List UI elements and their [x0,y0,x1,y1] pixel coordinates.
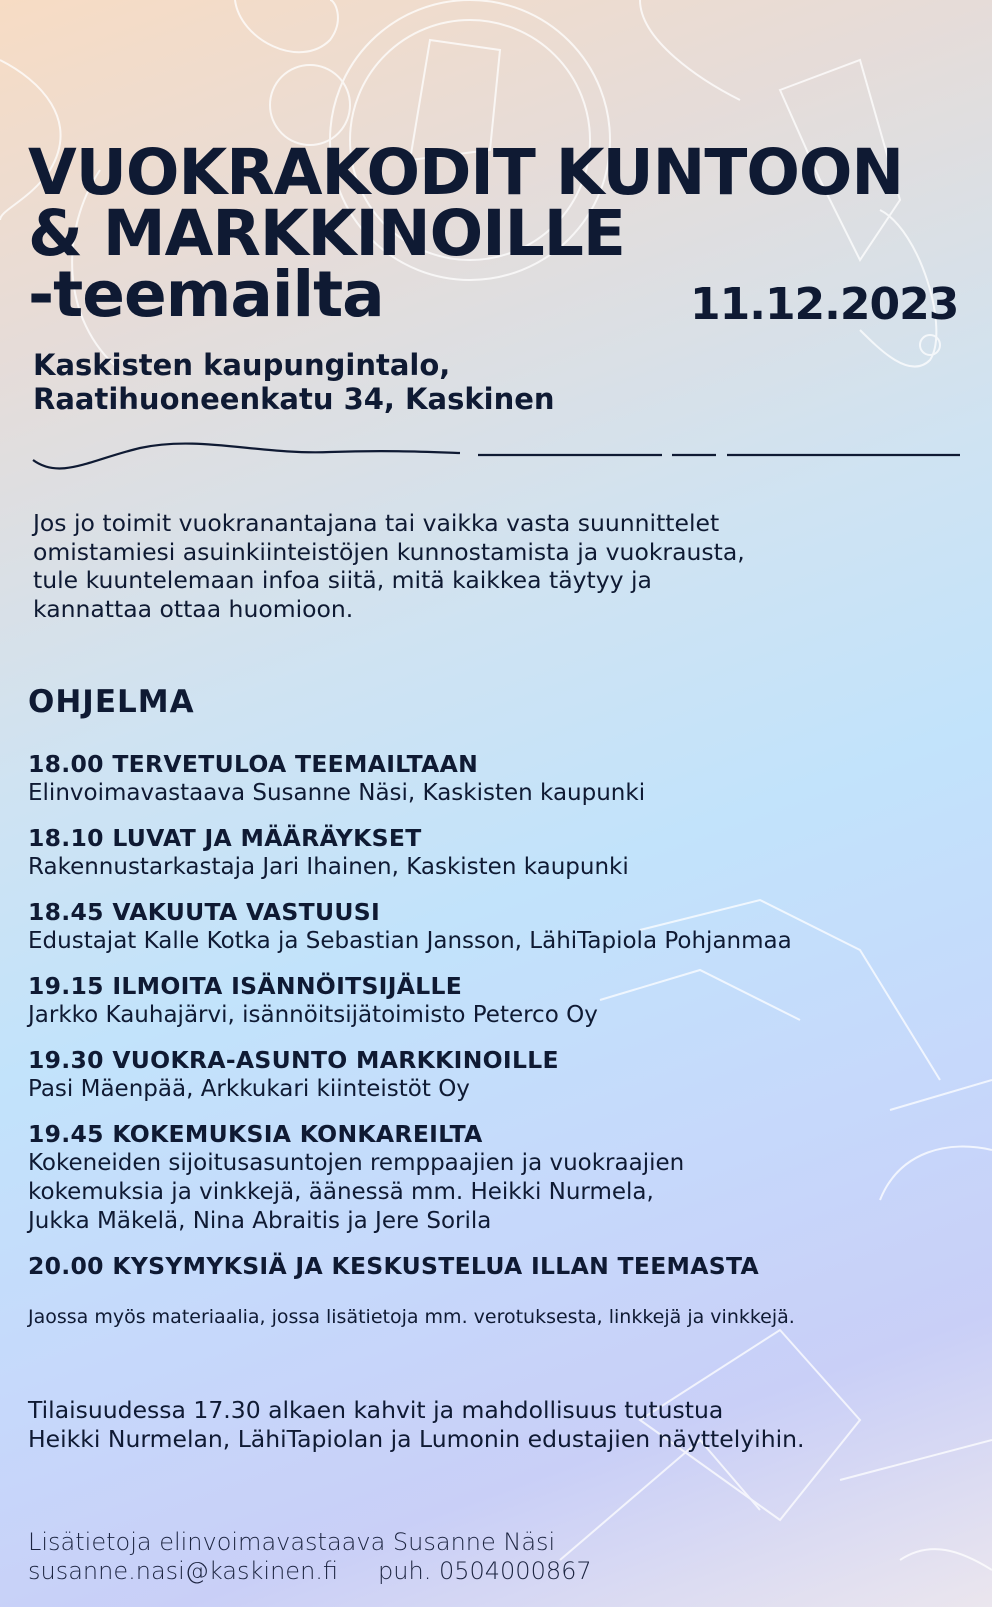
contact-email[interactable]: susanne.nasi@kaskinen.fi [28,1557,339,1585]
title-line-1: VUOKRAKODIT KUNTOON [28,136,904,209]
program-item-title: 19.15 ILMOITA ISÄNNÖITSIJÄLLE [28,972,463,1000]
program-item-speaker: kokemuksia ja vinkkejä, äänessä mm. Heikki Nurmela, [28,1179,654,1205]
program-item-title: 20.00 KYSYMYKSIÄ JA KESKUSTELUA ILLAN TEEMASTA [28,1252,759,1280]
squiggle-divider [33,444,960,469]
arrival-line-1: Tilaisuudessa 17.30 alkaen kahvit ja mahdollisuus tutustua [28,1396,724,1424]
program-item [28,750,978,808]
program-item [28,898,978,956]
intro-line-4: kannattaa ottaa huomioon. [33,594,354,623]
program-item-speaker: Elinvoimavastaava Susanne Näsi, Kaskisten kaupunki [28,780,646,806]
program-item-title: 18.10 LUVAT JA MÄÄRÄYKSET [28,824,422,852]
program-item [28,1120,978,1236]
program-item-speaker: Edustajat Kalle Kotka ja Sebastian Jansson, LähiTapiola Pohjanmaa [28,928,792,954]
arrival-info [28,1396,805,1454]
program-item-speaker: Rakennustarkastaja Jari Ihainen, Kaskisten kaupunki [28,854,629,880]
intro-line-2: omistamiesi asuinkiinteistöjen kunnostamista ja vuokrausta, [33,537,745,566]
contact-info [28,1528,592,1586]
event-date: 11.12.2023 [690,279,959,330]
program-list [28,750,978,1297]
contact-person: Lisätietoja elinvoimavastaava Susanne Näsi [28,1528,556,1556]
intro-paragraph [33,509,933,623]
program-item-speaker: Jukka Mäkelä, Nina Abraitis ja Jere Sorila [28,1208,492,1234]
intro-line-3: tule kuuntelemaan infoa siitä, mitä kaikkea täytyy ja [33,566,652,594]
program-item [28,1046,978,1104]
arrival-line-2: Heikki Nurmelan, LähiTapiolan ja Lumonin edustajien näyttelyihin. [28,1425,805,1453]
program-item-speaker: Kokeneiden sijoitusasuntojen remppaajien ja vuokraajien [28,1150,685,1176]
materials-note: Jaossa myös materiaalia, jossa lisätietoja mm. verotuksesta, linkkejä ja vinkkejä. [28,1306,795,1328]
program-item [28,824,978,882]
contact-phone[interactable]: puh. 0504000867 [378,1557,592,1585]
program-item-title: 18.45 VAKUUTA VASTUUSI [28,898,380,926]
venue-line-2: Raatihuoneenkatu 34, Kaskinen [33,382,555,416]
program-item-title: 19.30 VUOKRA-ASUNTO MARKKINOILLE [28,1046,559,1074]
title-line-2: & MARKKINOILLE [28,197,625,270]
program-item-title: 18.00 TERVETULOA TEEMAILTAAN [28,750,479,778]
program-item [28,1252,978,1281]
title-line-3: -teemailta [28,258,384,331]
venue-address [33,348,555,416]
program-heading: OHJELMA [28,684,195,720]
program-item [28,972,978,1030]
program-item-speaker: Jarkko Kauhajärvi, isännöitsijätoimisto Peterco Oy [28,1002,598,1028]
intro-line-1: Jos jo toimit vuokranantajana tai vaikka vasta suunnittelet [33,509,720,537]
program-item-title: 19.45 KOKEMUKSIA KONKAREILTA [28,1120,483,1148]
program-item-speaker: Pasi Mäenpää, Arkkukari kiinteistöt Oy [28,1076,470,1102]
venue-line-1: Kaskisten kaupungintalo, [33,348,451,382]
contact-details [28,1557,592,1586]
